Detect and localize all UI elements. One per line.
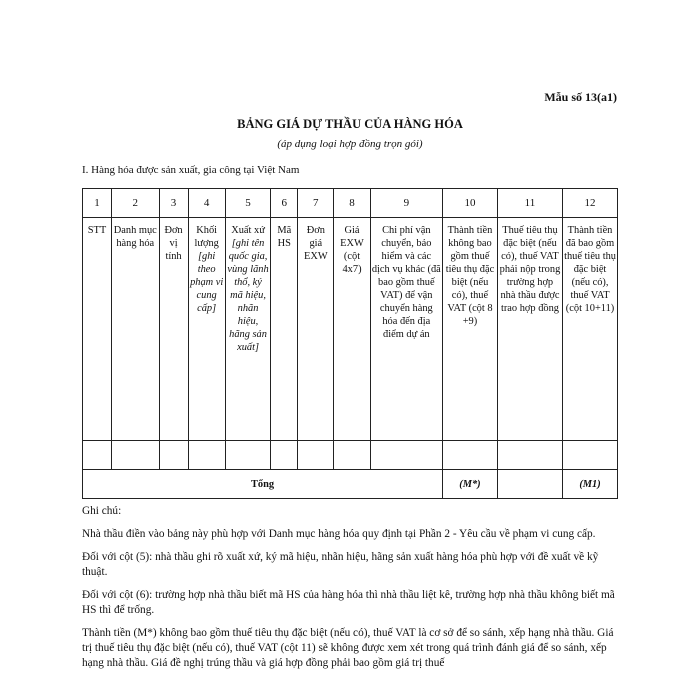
column-header-row (83, 218, 618, 441)
header-item-list: Danh mục hàng hóa (111, 218, 159, 441)
form-code: Mẫu số 13(a1) (544, 90, 617, 104)
total-row (83, 470, 618, 499)
column-number: 4 (188, 189, 225, 218)
table-row (83, 441, 618, 470)
column-number: 9 (370, 189, 442, 218)
header-transport-cost: Chi phí vận chuyển, bảo hiểm và các dịch vụ khác (đã bao gồm thuế VAT) để vận chuyển hàng hóa đến địa điểm dự án (370, 218, 442, 441)
total-m1: (M1) (563, 470, 618, 499)
header-unit: Đơn vị tính (159, 218, 188, 441)
column-number: 8 (334, 189, 370, 218)
total-m-star: (M*) (443, 470, 498, 499)
column-number: 3 (159, 189, 188, 218)
column-number: 11 (497, 189, 562, 218)
note-item: Thành tiền (M*) không bao gồm thuế tiêu thụ đặc biệt (nếu có), thuế VAT là cơ sở để so sánh, xếp hạng nhà thầu. Giá trị thuế tiêu thụ đặc biệt (nếu có), thuế VAT (cột 11) sẽ không được xem xét trong quá trình đánh giá để so sánh, xếp hạng nhà thầu. Giá đề nghị trúng thầu và giá hợp đồng phải bao gồm giá trị thuế (82, 627, 614, 669)
header-origin-label: Xuất xứ (231, 225, 265, 236)
header-origin-note: [ghi tên quốc gia, vùng lãnh thổ, ký mã hiệu, nhãn hiệu, hãng sản xuất] (227, 238, 269, 353)
header-quantity (188, 218, 225, 441)
column-number: 10 (443, 189, 498, 218)
header-quantity-label: Khối lượng (194, 225, 219, 249)
document-title: BẢNG GIÁ DỰ THẦU CỦA HÀNG HÓA (237, 117, 463, 131)
header-hs-code: Mã HS (271, 218, 298, 441)
column-number-row (83, 189, 618, 218)
column-number: 12 (563, 189, 618, 218)
total-label: Tổng (83, 470, 443, 499)
header-amount-excl-tax: Thành tiền không bao gồm thuế tiêu thụ đặc biệt (nếu có), thuế VAT (cột 8 +9) (443, 218, 498, 441)
note-item: Đối với cột (6): trường hợp nhà thầu biết mã HS của hàng hóa thì nhà thầu liệt kê, trường hợp nhà thầu không biết mã HS thì để trống. (82, 589, 615, 616)
header-exw-price: Giá EXW (cột 4x7) (334, 218, 370, 441)
header-quantity-note: [ghi theo phạm vi cung cấp] (190, 251, 224, 314)
section-heading: I. Hàng hóa được sản xuất, gia công tại Việt Nam (82, 164, 300, 176)
column-number: 5 (225, 189, 271, 218)
header-exw-unit-price: Đơn giá EXW (298, 218, 334, 441)
total-tax-cell (497, 470, 562, 499)
header-stt: STT (83, 218, 112, 441)
note-item: Nhà thầu điền vào bảng này phù hợp với Danh mục hàng hóa quy định tại Phần 2 - Yêu cầu về phạm vi cung cấp. (82, 528, 596, 540)
notes-heading: Ghi chú: (82, 505, 122, 517)
column-number: 6 (271, 189, 298, 218)
notes-section (82, 504, 622, 679)
column-number: 1 (83, 189, 112, 218)
header-tax: Thuế tiêu thụ đặc biệt (nếu có), thuế VAT phải nộp trong trường hợp nhà thầu được trao hợp đồng (497, 218, 562, 441)
document-subtitle: (áp dụng loại hợp đồng trọn gói) (277, 138, 423, 150)
header-amount-incl-tax: Thành tiền đã bao gồm thuế tiêu thụ đặc biệt (nếu có), thuế VAT (cột 10+11) (563, 218, 618, 441)
column-number: 2 (111, 189, 159, 218)
header-origin (225, 218, 271, 441)
bid-price-table (82, 188, 618, 499)
note-item: Đối với cột (5): nhà thầu ghi rõ xuất xứ, ký mã hiệu, nhãn hiệu, hãng sản xuất hàng hóa phù hợp với đề xuất về kỹ thuật. (82, 551, 599, 578)
column-number: 7 (298, 189, 334, 218)
